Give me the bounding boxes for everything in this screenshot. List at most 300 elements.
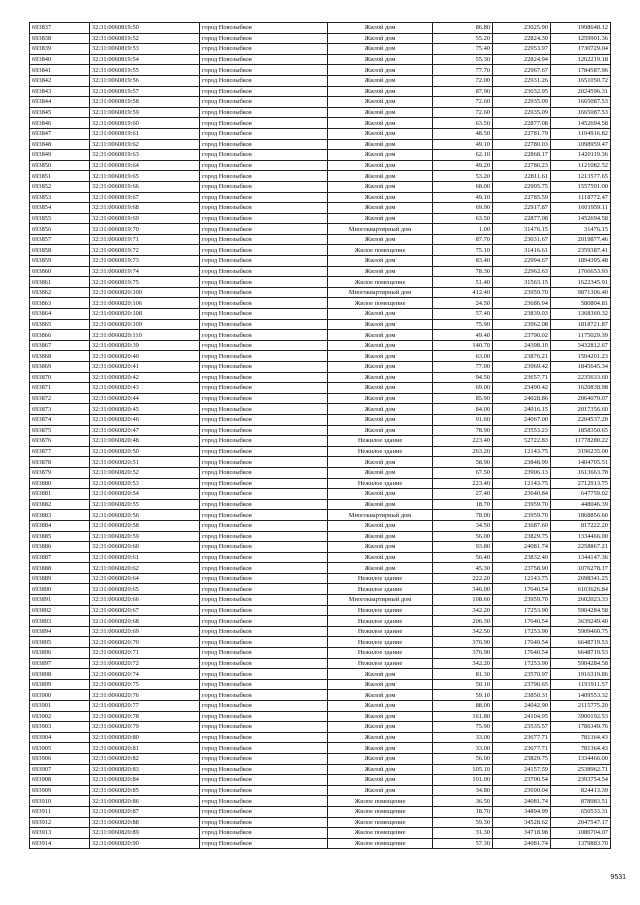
specific-value-cell: 31476.15 bbox=[493, 224, 551, 235]
area-cell: 91.60 bbox=[433, 414, 493, 425]
cadastral-value-cell: 1620838.98 bbox=[551, 383, 611, 394]
area-cell: 34.50 bbox=[433, 520, 493, 531]
row-number-cell: 693872 bbox=[30, 393, 90, 404]
cadastral-number-cell: 32:31:0060819:56 bbox=[90, 75, 200, 86]
area-cell: 63.00 bbox=[433, 351, 493, 362]
cadastral-number-cell: 32:31:0060820:45 bbox=[90, 404, 200, 415]
area-cell: 222.20 bbox=[433, 573, 493, 584]
cadastral-number-cell: 32:31:0060820:52 bbox=[90, 467, 200, 478]
object-type-cell: Многоквартирный дом bbox=[328, 595, 433, 606]
specific-value-cell: 22811.61 bbox=[493, 171, 551, 182]
location-cell: город Новозыбков bbox=[200, 796, 328, 807]
row-number-cell: 693911 bbox=[30, 806, 90, 817]
area-cell: 49.10 bbox=[433, 139, 493, 150]
specific-value-cell: 22781.79 bbox=[493, 128, 551, 139]
object-type-cell: Жилой дом bbox=[328, 330, 433, 341]
row-number-cell: 693856 bbox=[30, 224, 90, 235]
row-number-cell: 693842 bbox=[30, 75, 90, 86]
cadastral-value-cell: 1420119.36 bbox=[551, 150, 611, 161]
object-type-cell: Жилой дом bbox=[328, 552, 433, 563]
area-cell: 75.90 bbox=[433, 319, 493, 330]
row-number-cell: 693865 bbox=[30, 319, 90, 330]
table-row bbox=[30, 626, 611, 637]
object-type-cell: Жилое помещение bbox=[328, 796, 433, 807]
cadastral-value-cell: 781364.43 bbox=[551, 732, 611, 743]
object-type-cell: Жилой дом bbox=[328, 404, 433, 415]
specific-value-cell: 22994.67 bbox=[493, 256, 551, 267]
table-row bbox=[30, 44, 611, 55]
table-row bbox=[30, 446, 611, 457]
area-cell: 18.70 bbox=[433, 806, 493, 817]
cadastral-number-cell: 32:31:0060820:58 bbox=[90, 520, 200, 531]
object-type-cell: Жилой дом bbox=[328, 531, 433, 542]
location-cell: город Новозыбков bbox=[200, 732, 328, 743]
location-cell: город Новозыбков bbox=[200, 679, 328, 690]
table-row bbox=[30, 298, 611, 309]
row-number-cell: 693902 bbox=[30, 711, 90, 722]
cadastral-value-cell: 3900192.53 bbox=[551, 711, 611, 722]
cadastral-value-cell: 5909460.75 bbox=[551, 626, 611, 637]
specific-value-cell: 23959.70 bbox=[493, 595, 551, 606]
cadastral-number-cell: 32:31:0060820:84 bbox=[90, 775, 200, 786]
cadastral-number-cell: 32:31:0060819:54 bbox=[90, 54, 200, 65]
area-cell: 87.70 bbox=[433, 234, 493, 245]
location-cell: город Новозыбков bbox=[200, 160, 328, 171]
specific-value-cell: 23553.23 bbox=[493, 425, 551, 436]
table-row bbox=[30, 86, 611, 97]
cadastral-value-cell: 1651050.72 bbox=[551, 75, 611, 86]
cadastral-value-cell: 3639249.40 bbox=[551, 616, 611, 627]
location-cell: город Новозыбков bbox=[200, 626, 328, 637]
specific-value-cell: 23959.70 bbox=[493, 510, 551, 521]
location-cell: город Новозыбков bbox=[200, 457, 328, 468]
table-row bbox=[30, 743, 611, 754]
area-cell: 33.00 bbox=[433, 743, 493, 754]
row-number-cell: 693888 bbox=[30, 563, 90, 574]
area-cell: 24.50 bbox=[433, 298, 493, 309]
row-number-cell: 693900 bbox=[30, 690, 90, 701]
specific-value-cell: 23876.21 bbox=[493, 351, 551, 362]
cadastral-number-cell: 32:31:0060820:54 bbox=[90, 489, 200, 500]
object-type-cell: Жилой дом bbox=[328, 181, 433, 192]
table-row bbox=[30, 552, 611, 563]
table-row bbox=[30, 319, 611, 330]
specific-value-cell: 17640.54 bbox=[493, 616, 551, 627]
table-row bbox=[30, 775, 611, 786]
area-cell: 161.80 bbox=[433, 711, 493, 722]
specific-value-cell: 23848.99 bbox=[493, 457, 551, 468]
cadastral-number-cell: 32:31:0060820:85 bbox=[90, 785, 200, 796]
cadastral-value-cell: 1086704.07 bbox=[551, 828, 611, 839]
area-cell: 77.00 bbox=[433, 362, 493, 373]
cadastral-value-cell: 1894395.48 bbox=[551, 256, 611, 267]
row-number-cell: 693892 bbox=[30, 605, 90, 616]
table-row bbox=[30, 171, 611, 182]
specific-value-cell: 22905.75 bbox=[493, 181, 551, 192]
cadastral-value-cell: 1613663.78 bbox=[551, 467, 611, 478]
row-number-cell: 693879 bbox=[30, 467, 90, 478]
cadastral-number-cell: 32:31:0060820:100 bbox=[90, 287, 200, 298]
location-cell: город Новозыбков bbox=[200, 563, 328, 574]
cadastral-number-cell: 32:31:0060820:42 bbox=[90, 372, 200, 383]
table-row bbox=[30, 669, 611, 680]
cadastral-value-cell: 3196235.00 bbox=[551, 446, 611, 457]
location-cell: город Новозыбков bbox=[200, 785, 328, 796]
area-cell: 72.60 bbox=[433, 97, 493, 108]
cadastral-number-cell: 32:31:0060820:79 bbox=[90, 722, 200, 733]
cadastral-value-cell: 1784587.96 bbox=[551, 65, 611, 76]
object-type-cell: Нежилое здание bbox=[328, 605, 433, 616]
table-row bbox=[30, 256, 611, 267]
table-row bbox=[30, 520, 611, 531]
table-row bbox=[30, 23, 611, 34]
cadastral-number-cell: 32:31:0060820:70 bbox=[90, 637, 200, 648]
area-cell: 88.00 bbox=[433, 701, 493, 712]
area-cell: 376.90 bbox=[433, 648, 493, 659]
row-number-cell: 693908 bbox=[30, 775, 90, 786]
cadastral-value-cell: 1104916.82 bbox=[551, 128, 611, 139]
area-cell: 77.70 bbox=[433, 65, 493, 76]
area-cell: 57.30 bbox=[433, 838, 493, 849]
table-row bbox=[30, 658, 611, 669]
cadastral-value-cell: 2024596.31 bbox=[551, 86, 611, 97]
area-cell: 33.00 bbox=[433, 732, 493, 743]
cadastral-number-cell: 32:31:0060820:67 bbox=[90, 605, 200, 616]
row-number-cell: 693837 bbox=[30, 23, 90, 34]
area-cell: 94.50 bbox=[433, 372, 493, 383]
cadastral-number-cell: 32:31:0060820:59 bbox=[90, 531, 200, 542]
table-row bbox=[30, 510, 611, 521]
area-cell: 342.20 bbox=[433, 605, 493, 616]
location-cell: город Новозыбков bbox=[200, 277, 328, 288]
area-cell: 68.00 bbox=[433, 181, 493, 192]
table-row bbox=[30, 838, 611, 849]
row-number-cell: 693875 bbox=[30, 425, 90, 436]
row-number-cell: 693883 bbox=[30, 510, 90, 521]
cadastral-value-cell: 1334466.00 bbox=[551, 753, 611, 764]
object-type-cell: Жилое помещение bbox=[328, 245, 433, 256]
specific-value-cell: 22967.67 bbox=[493, 65, 551, 76]
object-type-cell: Нежилое здание bbox=[328, 584, 433, 595]
table-row bbox=[30, 796, 611, 807]
area-cell: 55.20 bbox=[433, 33, 493, 44]
location-cell: город Новозыбков bbox=[200, 181, 328, 192]
table-row bbox=[30, 648, 611, 659]
specific-value-cell: 23687.60 bbox=[493, 520, 551, 531]
table-row bbox=[30, 584, 611, 595]
row-number-cell: 693846 bbox=[30, 118, 90, 129]
cadastral-number-cell: 32:31:0060820:82 bbox=[90, 753, 200, 764]
page-number: 9531 bbox=[610, 874, 626, 881]
specific-value-cell: 22877.08 bbox=[493, 118, 551, 129]
specific-value-cell: 22780.03 bbox=[493, 139, 551, 150]
location-cell: город Новозыбков bbox=[200, 362, 328, 373]
location-cell: город Новозыбков bbox=[200, 573, 328, 584]
specific-value-cell: 23829.75 bbox=[493, 531, 551, 542]
area-cell: 87.90 bbox=[433, 86, 493, 97]
table-row bbox=[30, 75, 611, 86]
row-number-cell: 693867 bbox=[30, 340, 90, 351]
row-number-cell: 693878 bbox=[30, 457, 90, 468]
object-type-cell: Жилой дом bbox=[328, 467, 433, 478]
cadastral-number-cell: 32:31:0060820:88 bbox=[90, 817, 200, 828]
cadastral-value-cell: 5904284.58 bbox=[551, 605, 611, 616]
cadastral-number-cell: 32:31:0060820:71 bbox=[90, 648, 200, 659]
cadastral-value-cell: 1858350.65 bbox=[551, 425, 611, 436]
cadastral-number-cell: 32:31:0060820:89 bbox=[90, 828, 200, 839]
specific-value-cell: 22824.94 bbox=[493, 54, 551, 65]
object-type-cell: Жилой дом bbox=[328, 701, 433, 712]
cadastral-value-cell: 9871306.40 bbox=[551, 287, 611, 298]
location-cell: город Новозыбков bbox=[200, 86, 328, 97]
specific-value-cell: 22931.26 bbox=[493, 75, 551, 86]
row-number-cell: 693868 bbox=[30, 351, 90, 362]
cadastral-value-cell: 1818721.87 bbox=[551, 319, 611, 330]
specific-value-cell: 23839.03 bbox=[493, 309, 551, 320]
cadastral-number-cell: 32:31:0060819:75 bbox=[90, 277, 200, 288]
object-type-cell: Жилой дом bbox=[328, 351, 433, 362]
cadastral-value-table bbox=[29, 22, 611, 849]
object-type-cell: Жилой дом bbox=[328, 690, 433, 701]
location-cell: город Новозыбков bbox=[200, 309, 328, 320]
table-row bbox=[30, 33, 611, 44]
object-type-cell: Жилой дом bbox=[328, 75, 433, 86]
object-type-cell: Нежилое здание bbox=[328, 446, 433, 457]
table-row bbox=[30, 499, 611, 510]
specific-value-cell: 12143.75 bbox=[493, 478, 551, 489]
cadastral-number-cell: 32:31:0060820:53 bbox=[90, 478, 200, 489]
table-row bbox=[30, 65, 611, 76]
area-cell: 57.40 bbox=[433, 309, 493, 320]
row-number-cell: 693909 bbox=[30, 785, 90, 796]
table-row bbox=[30, 362, 611, 373]
object-type-cell: Жилое помещение bbox=[328, 828, 433, 839]
row-number-cell: 693852 bbox=[30, 181, 90, 192]
cadastral-value-cell: 1622345.91 bbox=[551, 277, 611, 288]
location-cell: город Новозыбков bbox=[200, 658, 328, 669]
specific-value-cell: 34718.98 bbox=[493, 828, 551, 839]
object-type-cell: Жилой дом bbox=[328, 669, 433, 680]
row-number-cell: 693847 bbox=[30, 128, 90, 139]
area-cell: 86.80 bbox=[433, 23, 493, 34]
location-cell: город Новозыбков bbox=[200, 817, 328, 828]
row-number-cell: 693841 bbox=[30, 65, 90, 76]
location-cell: город Новозыбков bbox=[200, 372, 328, 383]
location-cell: город Новозыбков bbox=[200, 107, 328, 118]
cadastral-number-cell: 32:31:0060819:64 bbox=[90, 160, 200, 171]
row-number-cell: 693857 bbox=[30, 234, 90, 245]
specific-value-cell: 34528.62 bbox=[493, 817, 551, 828]
cadastral-number-cell: 32:31:0060819:62 bbox=[90, 139, 200, 150]
specific-value-cell: 22917.87 bbox=[493, 203, 551, 214]
cadastral-number-cell: 32:31:0060820:74 bbox=[90, 669, 200, 680]
object-type-cell: Жилой дом bbox=[328, 171, 433, 182]
specific-value-cell: 23962.08 bbox=[493, 319, 551, 330]
cadastral-number-cell: 32:31:0060820:86 bbox=[90, 796, 200, 807]
object-type-cell: Жилой дом bbox=[328, 213, 433, 224]
cadastral-number-cell: 32:31:0060820:76 bbox=[90, 690, 200, 701]
object-type-cell: Нежилое здание bbox=[328, 658, 433, 669]
table-row bbox=[30, 97, 611, 108]
cadastral-number-cell: 32:31:0060820:51 bbox=[90, 457, 200, 468]
object-type-cell: Жилой дом bbox=[328, 54, 433, 65]
area-cell: 223.40 bbox=[433, 436, 493, 447]
object-type-cell: Жилое помещение bbox=[328, 277, 433, 288]
object-type-cell: Жилой дом bbox=[328, 520, 433, 531]
cadastral-number-cell: 32:31:0060820:50 bbox=[90, 446, 200, 457]
cadastral-value-cell: 6103626.84 bbox=[551, 584, 611, 595]
object-type-cell: Нежилое здание bbox=[328, 626, 433, 637]
object-type-cell: Жилой дом bbox=[328, 732, 433, 743]
cadastral-number-cell: 32:31:0060820:60 bbox=[90, 542, 200, 553]
cadastral-number-cell: 32:31:0060820:83 bbox=[90, 764, 200, 775]
row-number-cell: 693869 bbox=[30, 362, 90, 373]
object-type-cell: Жилой дом bbox=[328, 160, 433, 171]
area-cell: 412.40 bbox=[433, 287, 493, 298]
table-row bbox=[30, 383, 611, 394]
object-type-cell: Жилой дом bbox=[328, 414, 433, 425]
specific-value-cell: 23640.84 bbox=[493, 489, 551, 500]
specific-value-cell: 23959.70 bbox=[493, 287, 551, 298]
row-number-cell: 693910 bbox=[30, 796, 90, 807]
cadastral-number-cell: 32:31:0060820:72 bbox=[90, 658, 200, 669]
table-row bbox=[30, 690, 611, 701]
object-type-cell: Жилой дом bbox=[328, 86, 433, 97]
cadastral-value-cell: 2538962.71 bbox=[551, 764, 611, 775]
object-type-cell: Нежилое здание bbox=[328, 637, 433, 648]
cadastral-value-cell: 647759.02 bbox=[551, 489, 611, 500]
cadastral-value-cell: 1786349.76 bbox=[551, 722, 611, 733]
table-row bbox=[30, 224, 611, 235]
specific-value-cell: 24081.74 bbox=[493, 542, 551, 553]
specific-value-cell: 22935.09 bbox=[493, 97, 551, 108]
specific-value-cell: 23025.90 bbox=[493, 23, 551, 34]
table-row bbox=[30, 489, 611, 500]
table-row bbox=[30, 457, 611, 468]
cadastral-number-cell: 32:31:0060819:65 bbox=[90, 171, 200, 182]
area-cell: 69.90 bbox=[433, 203, 493, 214]
cadastral-value-cell: 2359387.41 bbox=[551, 245, 611, 256]
row-number-cell: 693876 bbox=[30, 436, 90, 447]
location-cell: город Новозыбков bbox=[200, 351, 328, 362]
object-type-cell: Нежилое здание bbox=[328, 436, 433, 447]
area-cell: 56.00 bbox=[433, 753, 493, 764]
object-type-cell: Нежилое здание bbox=[328, 573, 433, 584]
cadastral-number-cell: 32:31:0060820:81 bbox=[90, 743, 200, 754]
cadastral-number-cell: 32:31:0060820:110 bbox=[90, 330, 200, 341]
area-cell: 206.30 bbox=[433, 616, 493, 627]
object-type-cell: Жилой дом bbox=[328, 150, 433, 161]
cadastral-value-cell: 1601959.11 bbox=[551, 203, 611, 214]
cadastral-value-cell: 5904284.58 bbox=[551, 658, 611, 669]
cadastral-number-cell: 32:31:0060820:64 bbox=[90, 573, 200, 584]
location-cell: город Новозыбков bbox=[200, 128, 328, 139]
object-type-cell: Жилой дом bbox=[328, 775, 433, 786]
cadastral-number-cell: 32:31:0060819:69 bbox=[90, 213, 200, 224]
location-cell: город Новозыбков bbox=[200, 531, 328, 542]
cadastral-number-cell: 32:31:0060820:41 bbox=[90, 362, 200, 373]
object-type-cell: Жилой дом bbox=[328, 425, 433, 436]
specific-value-cell: 22868.17 bbox=[493, 150, 551, 161]
object-type-cell: Жилой дом bbox=[328, 97, 433, 108]
cadastral-value-cell: 1452694.58 bbox=[551, 213, 611, 224]
location-cell: город Новозыбков bbox=[200, 489, 328, 500]
row-number-cell: 693848 bbox=[30, 139, 90, 150]
table-row bbox=[30, 679, 611, 690]
specific-value-cell: 23690.04 bbox=[493, 785, 551, 796]
location-cell: город Новозыбков bbox=[200, 520, 328, 531]
area-cell: 81.30 bbox=[433, 669, 493, 680]
row-number-cell: 693838 bbox=[30, 33, 90, 44]
specific-value-cell: 17253.90 bbox=[493, 626, 551, 637]
cadastral-value-cell: 1121082.52 bbox=[551, 160, 611, 171]
object-type-cell: Жилой дом bbox=[328, 65, 433, 76]
row-number-cell: 693873 bbox=[30, 404, 90, 415]
specific-value-cell: 17640.54 bbox=[493, 648, 551, 659]
specific-value-cell: 23032.95 bbox=[493, 86, 551, 97]
object-type-cell: Жилое помещение bbox=[328, 806, 433, 817]
area-cell: 27.40 bbox=[433, 489, 493, 500]
cadastral-value-cell: 1191911.57 bbox=[551, 679, 611, 690]
table-row bbox=[30, 817, 611, 828]
location-cell: город Новозыбков bbox=[200, 150, 328, 161]
row-number-cell: 693907 bbox=[30, 764, 90, 775]
specific-value-cell: 23969.42 bbox=[493, 362, 551, 373]
cadastral-number-cell: 32:31:0060819:53 bbox=[90, 44, 200, 55]
cadastral-value-cell: 1404705.51 bbox=[551, 457, 611, 468]
row-number-cell: 693886 bbox=[30, 542, 90, 553]
cadastral-value-cell: 2698341.25 bbox=[551, 573, 611, 584]
cadastral-value-cell: 1409553.32 bbox=[551, 690, 611, 701]
location-cell: город Новозыбков bbox=[200, 404, 328, 415]
cadastral-number-cell: 32:31:0060820:69 bbox=[90, 626, 200, 637]
object-type-cell: Жилой дом bbox=[328, 722, 433, 733]
table-row bbox=[30, 234, 611, 245]
object-type-cell: Жилой дом bbox=[328, 362, 433, 373]
specific-value-cell: 23790.65 bbox=[493, 679, 551, 690]
object-type-cell: Многоквартирный дом bbox=[328, 287, 433, 298]
cadastral-number-cell: 32:31:0060820:66 bbox=[90, 595, 200, 606]
cadastral-number-cell: 32:31:0060820:90 bbox=[90, 838, 200, 849]
location-cell: город Новозыбков bbox=[200, 499, 328, 510]
table-row bbox=[30, 128, 611, 139]
object-type-cell: Многоквартирный дом bbox=[328, 510, 433, 521]
cadastral-value-cell: 2393754.54 bbox=[551, 775, 611, 786]
cadastral-number-cell: 32:31:0060820:75 bbox=[90, 679, 200, 690]
table-row bbox=[30, 467, 611, 478]
cadastral-value-cell: 31476.15 bbox=[551, 224, 611, 235]
row-number-cell: 693853 bbox=[30, 192, 90, 203]
location-cell: город Новозыбков bbox=[200, 806, 328, 817]
object-type-cell: Жилой дом bbox=[328, 785, 433, 796]
row-number-cell: 693897 bbox=[30, 658, 90, 669]
object-type-cell: Жилой дом bbox=[328, 372, 433, 383]
table-row bbox=[30, 753, 611, 764]
location-cell: город Новозыбков bbox=[200, 213, 328, 224]
area-cell: 101.00 bbox=[433, 775, 493, 786]
specific-value-cell: 23490.42 bbox=[493, 383, 551, 394]
area-cell: 62.10 bbox=[433, 150, 493, 161]
row-number-cell: 693903 bbox=[30, 722, 90, 733]
specific-value-cell: 31563.15 bbox=[493, 277, 551, 288]
row-number-cell: 693895 bbox=[30, 637, 90, 648]
specific-value-cell: 23677.71 bbox=[493, 732, 551, 743]
cadastral-number-cell: 32:31:0060820:68 bbox=[90, 616, 200, 627]
area-cell: 50.10 bbox=[433, 679, 493, 690]
cadastral-value-cell: 2712913.75 bbox=[551, 478, 611, 489]
row-number-cell: 693905 bbox=[30, 743, 90, 754]
cadastral-number-cell: 32:31:0060819:70 bbox=[90, 224, 200, 235]
